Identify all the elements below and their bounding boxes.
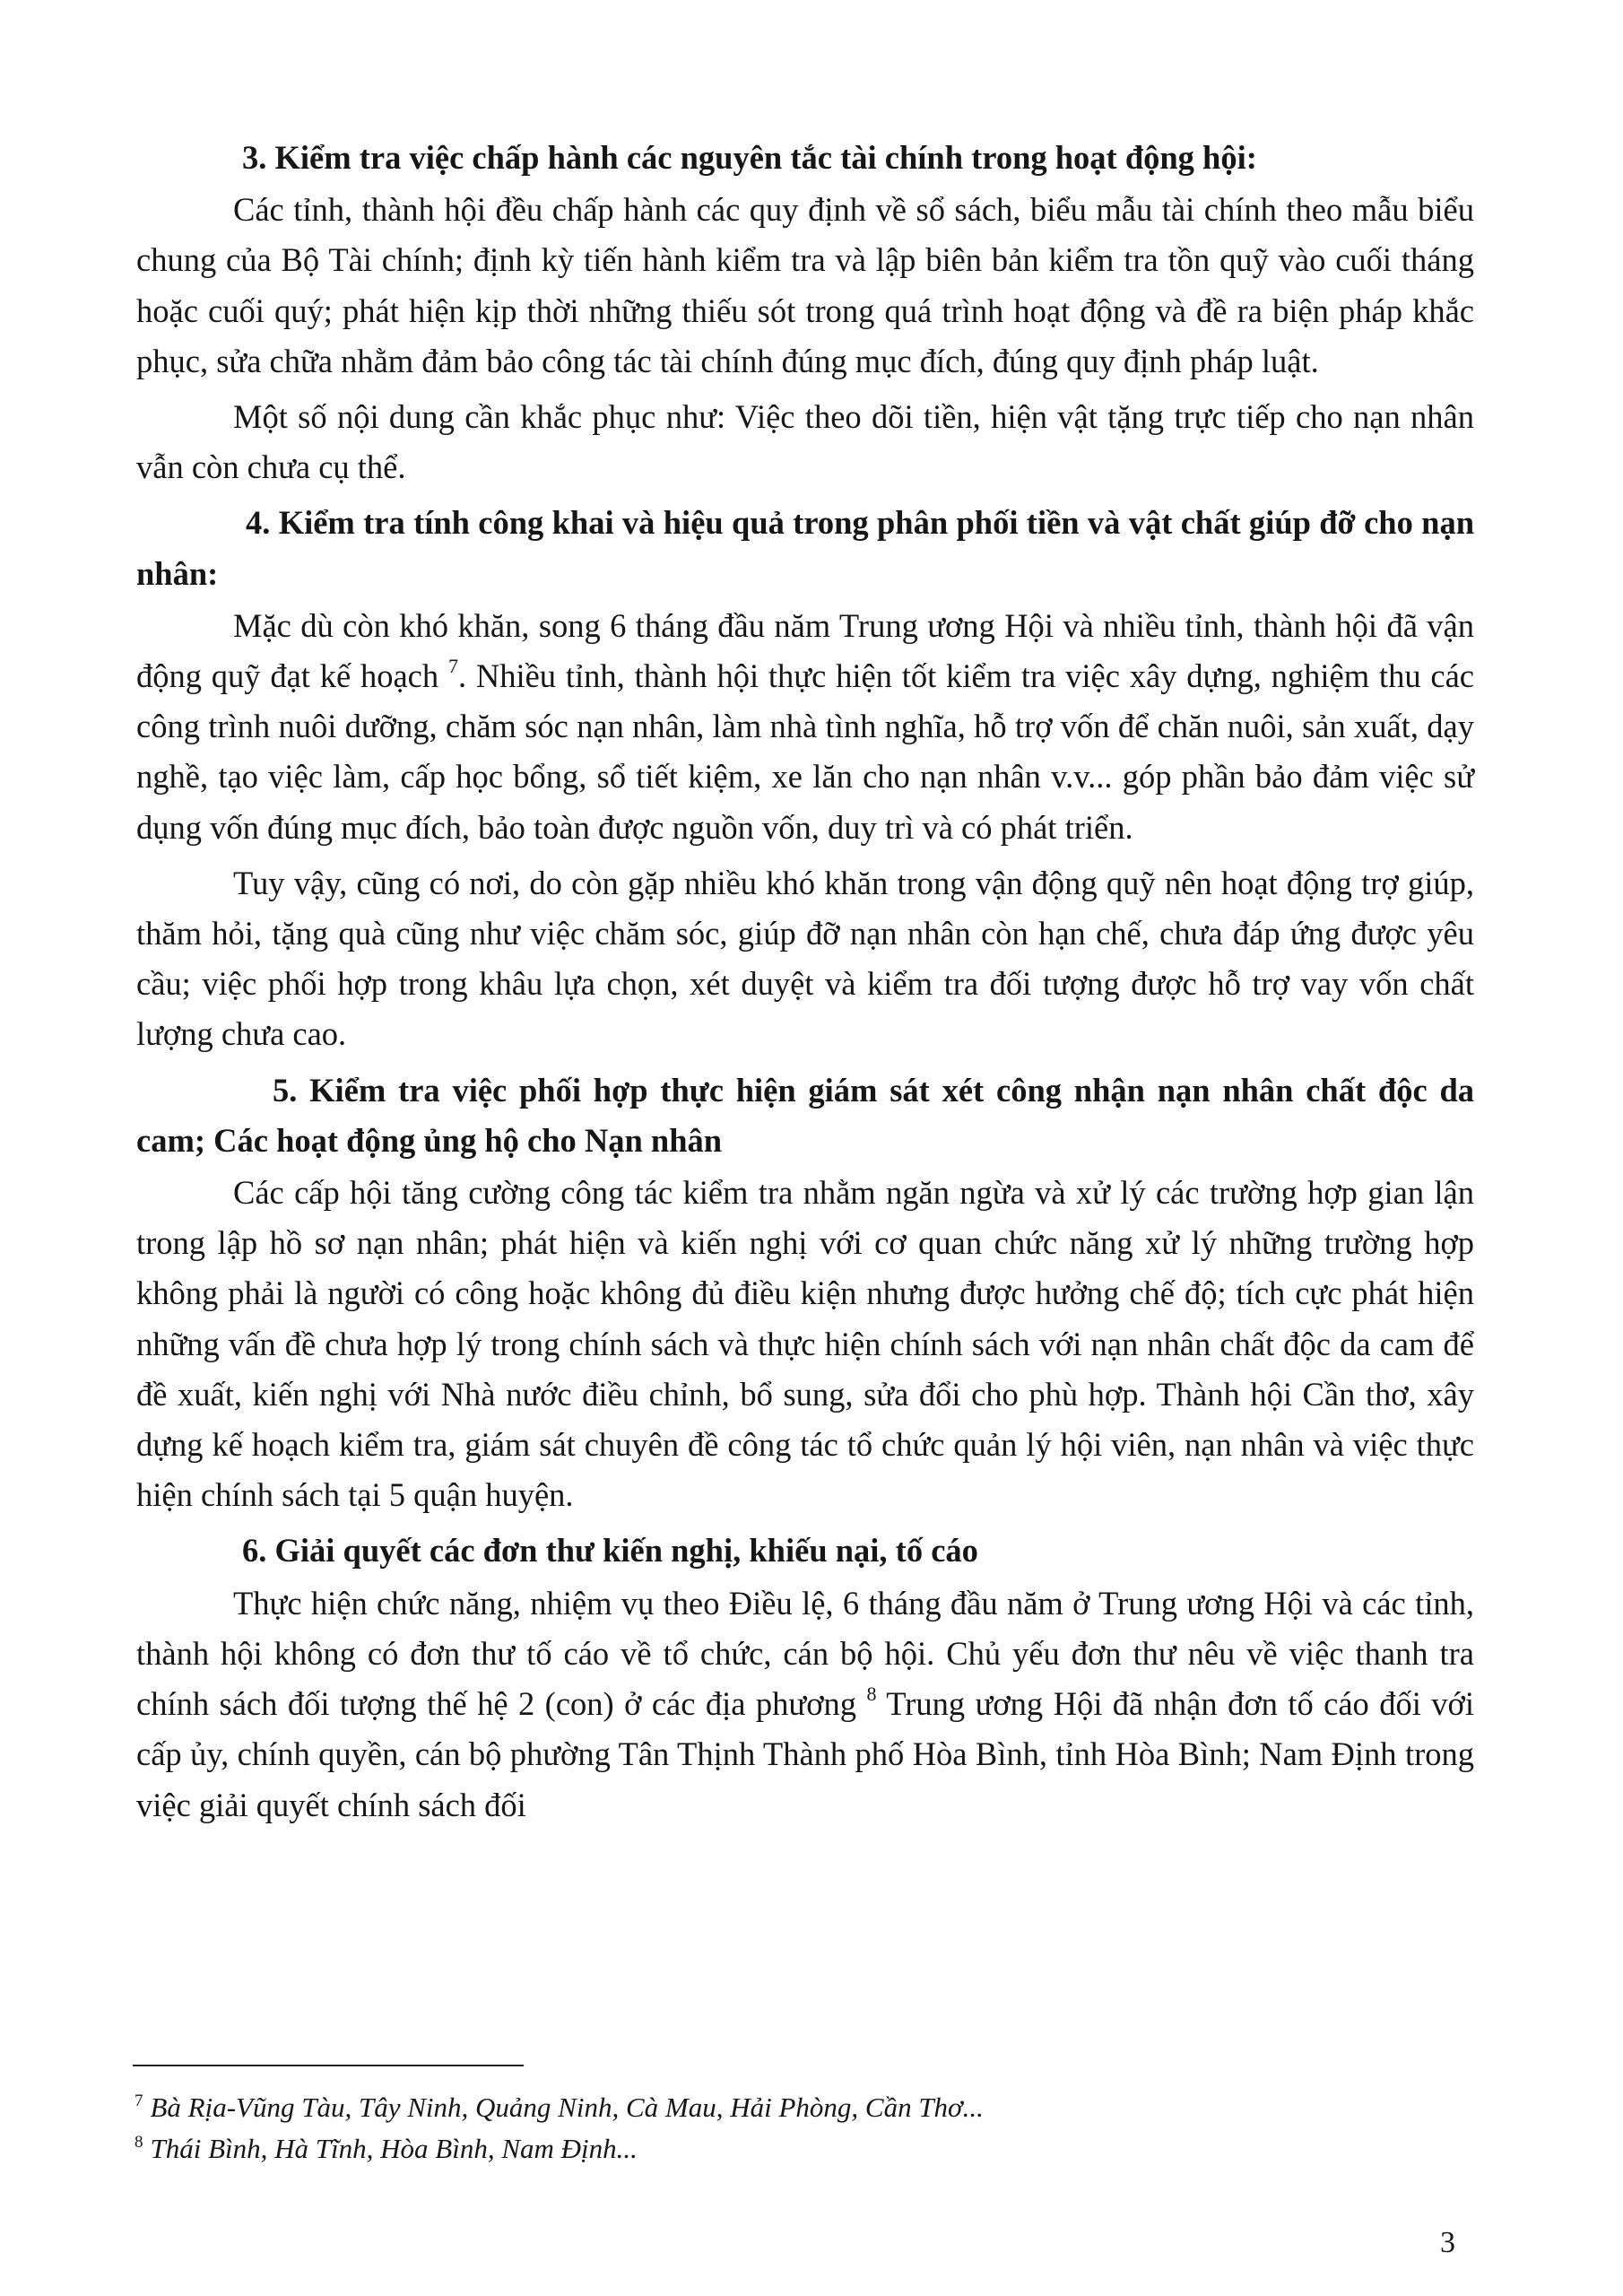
paragraph-text: Mặc dù còn khó khăn, song 6 tháng đầu năm Trung ương Hội và nhiều tỉnh, thành hội đã vận động quỹ đạt kế hoạch <box>136 606 1474 695</box>
footnote-number: 8 <box>135 2133 143 2152</box>
footnotes <box>135 2087 1390 2170</box>
footnote-text: Bà Rịa-Vũng Tàu, Tây Ninh, Quảng Ninh, Cà Mau, Hải Phòng, Cần Thơ... <box>150 2092 984 2123</box>
paragraph: Các tỉnh, thành hội đều chấp hành các quy định về sổ sách, biểu mẫu tài chính theo mẫu biểu chung của Bộ Tài chính; định kỳ tiến hành kiểm tra và lập biên bản kiểm tra tồn quỹ vào cuối tháng hoặc cuối quý; phát hiện kịp thời những thiếu sót trong quá trình hoạt động và đề ra biện pháp khắc phục, sửa chữa nhằm đảm bảo công tác tài chính đúng mục đích, đúng quy định pháp luật. <box>136 191 1474 379</box>
paragraph: Tuy vậy, cũng có nơi, do còn gặp nhiều khó khăn trong vận động quỹ nên hoạt động trợ giúp, thăm hỏi, tặng quà cũng như việc chăm sóc, giúp đỡ nạn nhân còn hạn chế, chưa đáp ứng được yêu cầu; việc phối hợp trong khâu lựa chọn, xét duyệt và kiểm tra đối tượng được hỗ trợ vay vốn chất lượng chưa cao. <box>136 864 1474 1053</box>
paragraph-text: . Nhiều tỉnh, thành hội thực hiện tốt kiểm tra việc xây dựng, nghiệm thu các công trình nuôi dưỡng, chăm sóc nạn nhân, làm nhà tình nghĩa, hỗ trợ vốn để chăn nuôi, sản xuất, dạy nghề, tạo việc làm, cấp học bổng, sổ tiết kiệm, xe lăn cho nạn nhân v.v... góp phần bảo đảm việc sử dụng vốn đúng mục đích, bảo toàn được nguồn vốn, duy trì và có phát triển. <box>136 657 1474 846</box>
paragraph-with-footnote <box>136 601 1474 853</box>
footnote-separator <box>133 2065 524 2066</box>
paragraph: Một số nội dung cần khắc phục như: Việc theo dõi tiền, hiện vật tặng trực tiếp cho nạn nhân vẫn còn chưa cụ thể. <box>136 398 1474 486</box>
paragraph-with-footnote <box>136 1578 1474 1831</box>
footnote-8 <box>135 2128 1390 2170</box>
section-heading-4: 4. Kiểm tra tính công khai và hiệu quả trong phân phối tiền và vật chất giúp đỡ cho nạn nhân: <box>136 504 1474 592</box>
section-heading-6: 6. Giải quyết các đơn thư kiến nghị, khiếu nại, tố cáo <box>242 1532 978 1570</box>
page-number: 3 <box>1440 2226 1455 2259</box>
footnote-ref-7[interactable]: 7 <box>447 655 458 678</box>
paragraph: Các cấp hội tăng cường công tác kiểm tra nhằm ngăn ngừa và xử lý các trường hợp gian lận trong lập hồ sơ nạn nhân; phát hiện và kiến nghị với cơ quan chức năng xử lý những trường hợp không phải là người có công hoặc không đủ điều kiện nhưng được hưởng chế độ; tích cực phát hiện những vấn đề chưa hợp lý trong chính sách và thực hiện chính sách với nạn nhân chất độc da cam để đề xuất, kiến nghị với Nhà nước điều chỉnh, bổ sung, sửa đổi cho phù hợp. Thành hội Cần thơ, xây dựng kế hoạch kiểm tra, giám sát chuyên đề công tác tổ chức quản lý hội viên, nạn nhân và việc thực hiện chính sách tại 5 quận huyện. <box>136 1174 1474 1514</box>
paragraph-text: Thực hiện chức năng, nhiệm vụ theo Điều lệ, 6 tháng đầu năm ở Trung ương Hội và các tỉnh, thành hội không có đơn thư tố cáo về tổ chức, cán bộ hội. Chủ yếu đơn thư nêu về việc thanh tra chính sách đối tượng thế hệ 2 (con) ở các địa phương <box>136 1584 1474 1723</box>
footnote-number: 7 <box>135 2092 143 2110</box>
section-heading-5: 5. Kiểm tra việc phối hợp thực hiện giám sát xét công nhận nạn nhân chất độc da cam; Các hoạt động ủng hộ cho Nạn nhân <box>136 1071 1474 1159</box>
paragraph-text: Trung ương Hội đã nhận đơn tố cáo đối với cấp ủy, chính quyền, cán bộ phường Tân Thịnh Thành phố Hòa Bình, tỉnh Hòa Bình; Nam Định trong việc giải quyết chính sách đối <box>136 1685 1474 1823</box>
section-heading-3: 3. Kiểm tra việc chấp hành các nguyên tắc tài chính trong hoạt động hội: <box>242 139 1257 176</box>
body-text <box>136 133 1474 1831</box>
footnote-ref-8[interactable]: 8 <box>866 1683 877 1706</box>
footnote-7 <box>135 2087 1390 2128</box>
footnote-text: Thái Bình, Hà Tĩnh, Hòa Bình, Nam Định... <box>150 2133 638 2164</box>
